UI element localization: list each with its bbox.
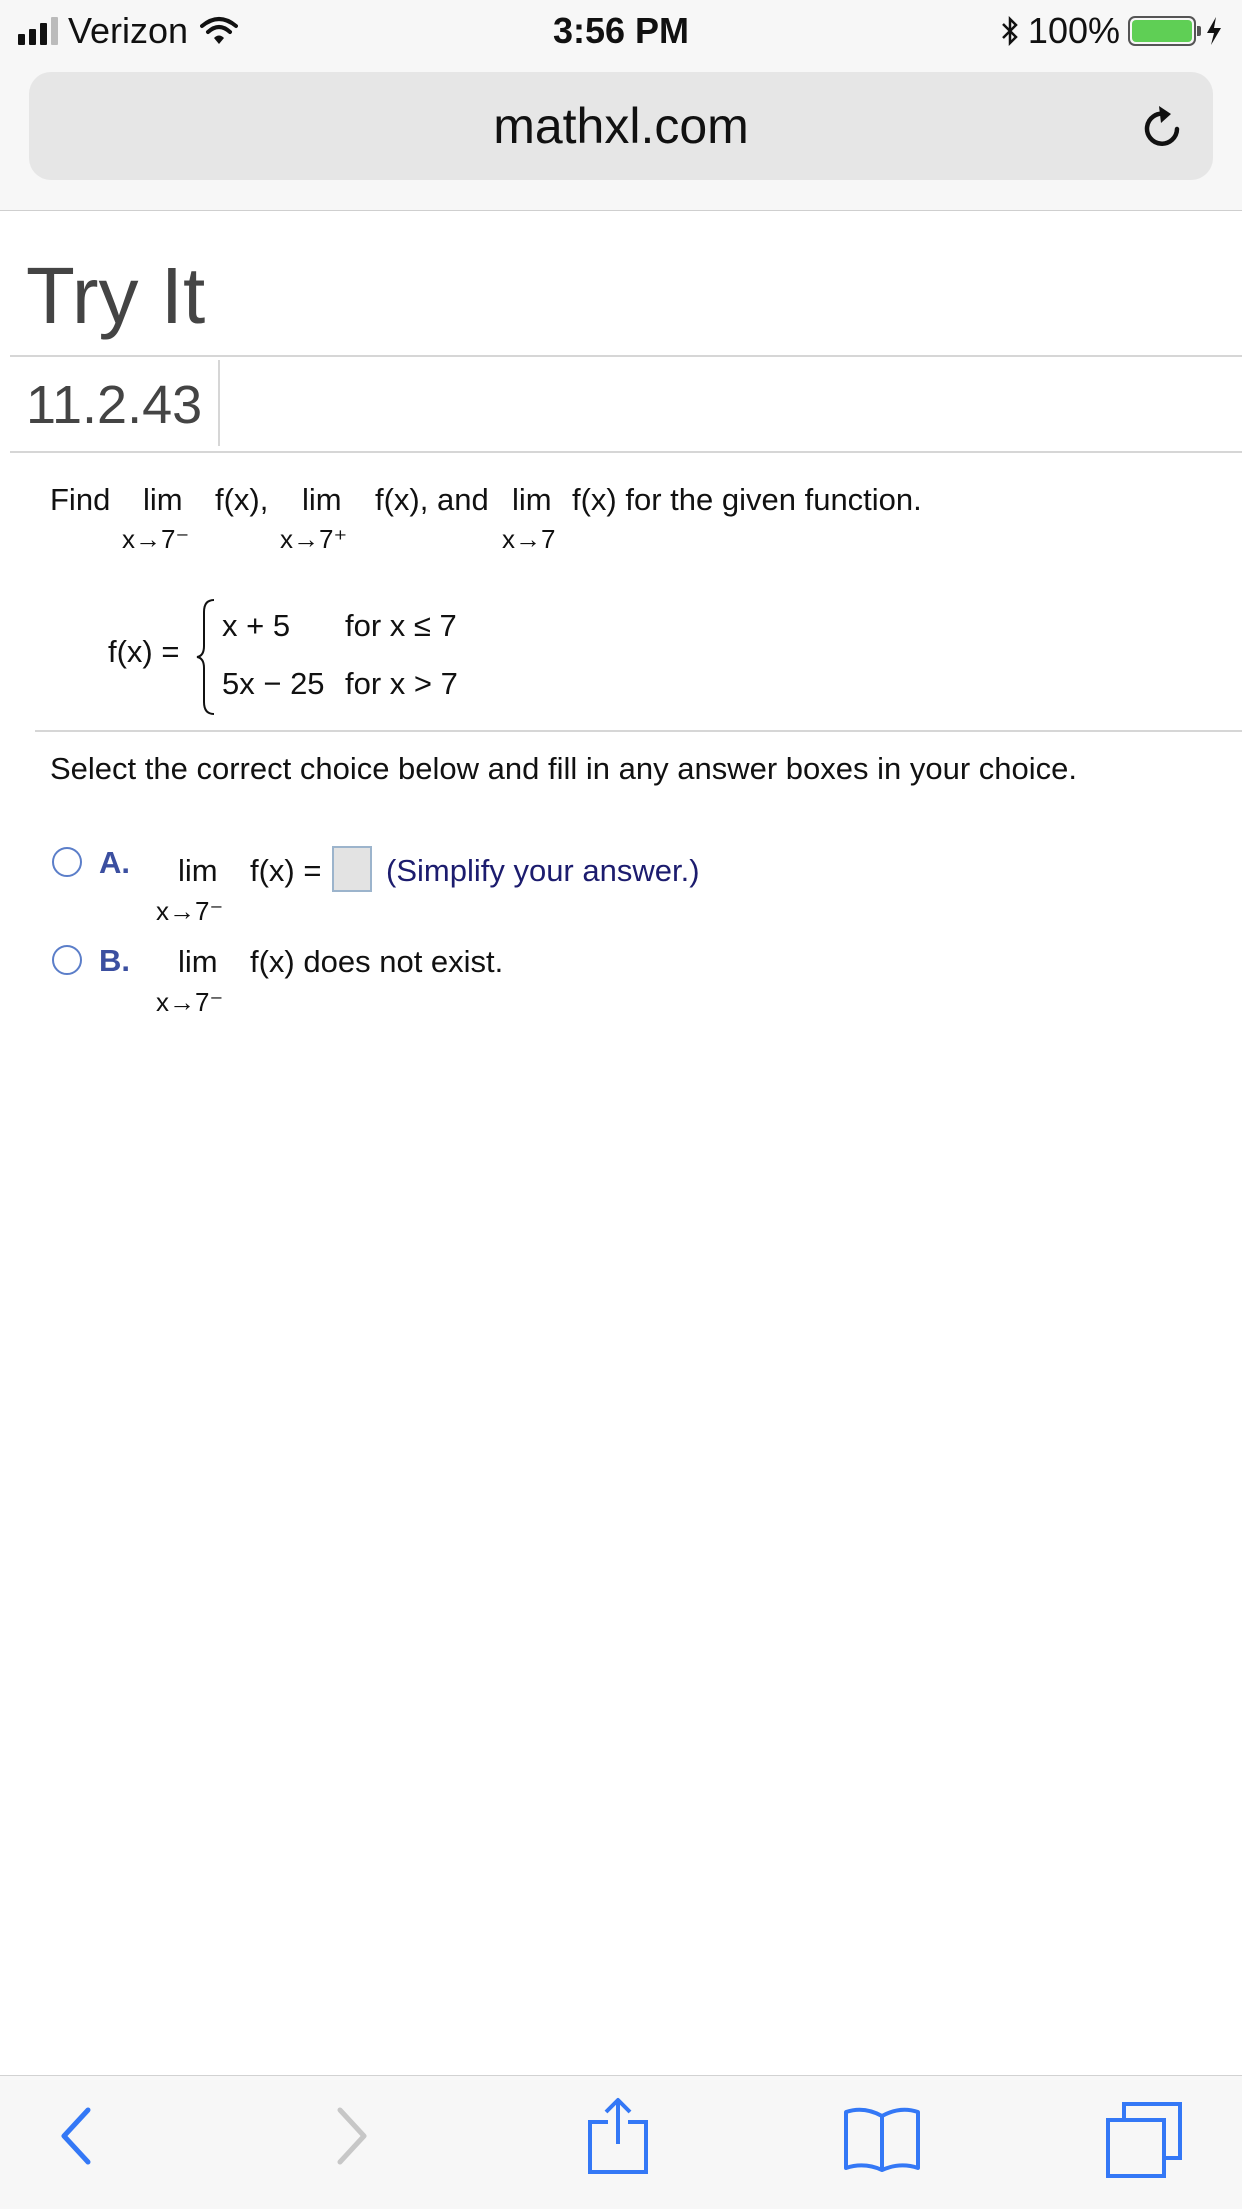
status-right xyxy=(1000,10,1224,52)
answer-input-box[interactable] xyxy=(332,846,372,892)
choice-a-lim: lim xyxy=(178,853,218,888)
question-fx-right: f(x), and xyxy=(375,482,489,517)
function-label: f(x) = xyxy=(108,634,180,669)
tabs-icon[interactable] xyxy=(1106,2102,1182,2178)
question-number: 11.2.43 xyxy=(26,375,203,435)
browser-header xyxy=(0,62,1242,211)
question-fx-end: f(x) for the given function. xyxy=(572,482,922,517)
piece2-expression: 5x − 25 xyxy=(222,666,325,701)
address-bar[interactable] xyxy=(29,72,1213,180)
question-sub-both: x→7 xyxy=(502,524,556,554)
battery-percent: 100% xyxy=(1027,10,1120,51)
piece1-expression: x + 5 xyxy=(222,608,291,643)
piecewise-brace xyxy=(194,598,218,716)
question-find: Find xyxy=(50,482,111,517)
choice-b-sub: x→7⁻ xyxy=(156,987,224,1017)
choice-a-radio[interactable] xyxy=(52,847,82,877)
bluetooth-icon xyxy=(1000,15,1020,47)
url-text: mathxl.com xyxy=(493,98,749,154)
divider xyxy=(35,730,1242,732)
status-bar xyxy=(0,0,1242,62)
battery-icon xyxy=(1128,16,1196,46)
divider xyxy=(10,451,1242,453)
forward-icon[interactable] xyxy=(332,2104,372,2168)
piece2-condition: for x > 7 xyxy=(345,666,458,701)
question-fx-left: f(x), xyxy=(215,482,269,517)
choice-a-expression: f(x) = xyxy=(250,853,322,888)
question-sub-right: x→7⁺ xyxy=(280,524,348,554)
choice-a-sub: x→7⁻ xyxy=(156,896,224,926)
choice-b-radio[interactable] xyxy=(52,945,82,975)
bookmarks-icon[interactable] xyxy=(842,2106,922,2172)
page-title: Try It xyxy=(26,251,206,340)
charging-icon xyxy=(1204,15,1224,47)
choice-b-text: f(x) does not exist. xyxy=(250,944,504,979)
question-lim-right: lim xyxy=(302,482,342,517)
question-lim-left: lim xyxy=(143,482,183,517)
share-icon[interactable] xyxy=(586,2096,650,2176)
piece1-condition: for x ≤ 7 xyxy=(345,608,457,643)
carrier-name: Verizon xyxy=(68,10,189,51)
instructions-text: Select the correct choice below and fill in any answer boxes in your choice. xyxy=(50,751,1077,786)
back-icon[interactable] xyxy=(56,2104,96,2168)
question-sub-left: x→7⁻ xyxy=(122,524,190,554)
choice-a-hint: (Simplify your answer.) xyxy=(386,853,700,888)
choice-b-lim: lim xyxy=(178,944,218,979)
status-time: 3:56 PM xyxy=(552,10,690,51)
choice-a-letter[interactable]: A. xyxy=(99,845,130,880)
divider xyxy=(10,355,1242,357)
question-lim-both: lim xyxy=(512,482,552,517)
reload-icon[interactable] xyxy=(1137,102,1187,152)
choice-b-letter[interactable]: B. xyxy=(99,943,130,978)
question-number-divider xyxy=(218,360,220,446)
browser-toolbar xyxy=(0,2075,1242,2209)
